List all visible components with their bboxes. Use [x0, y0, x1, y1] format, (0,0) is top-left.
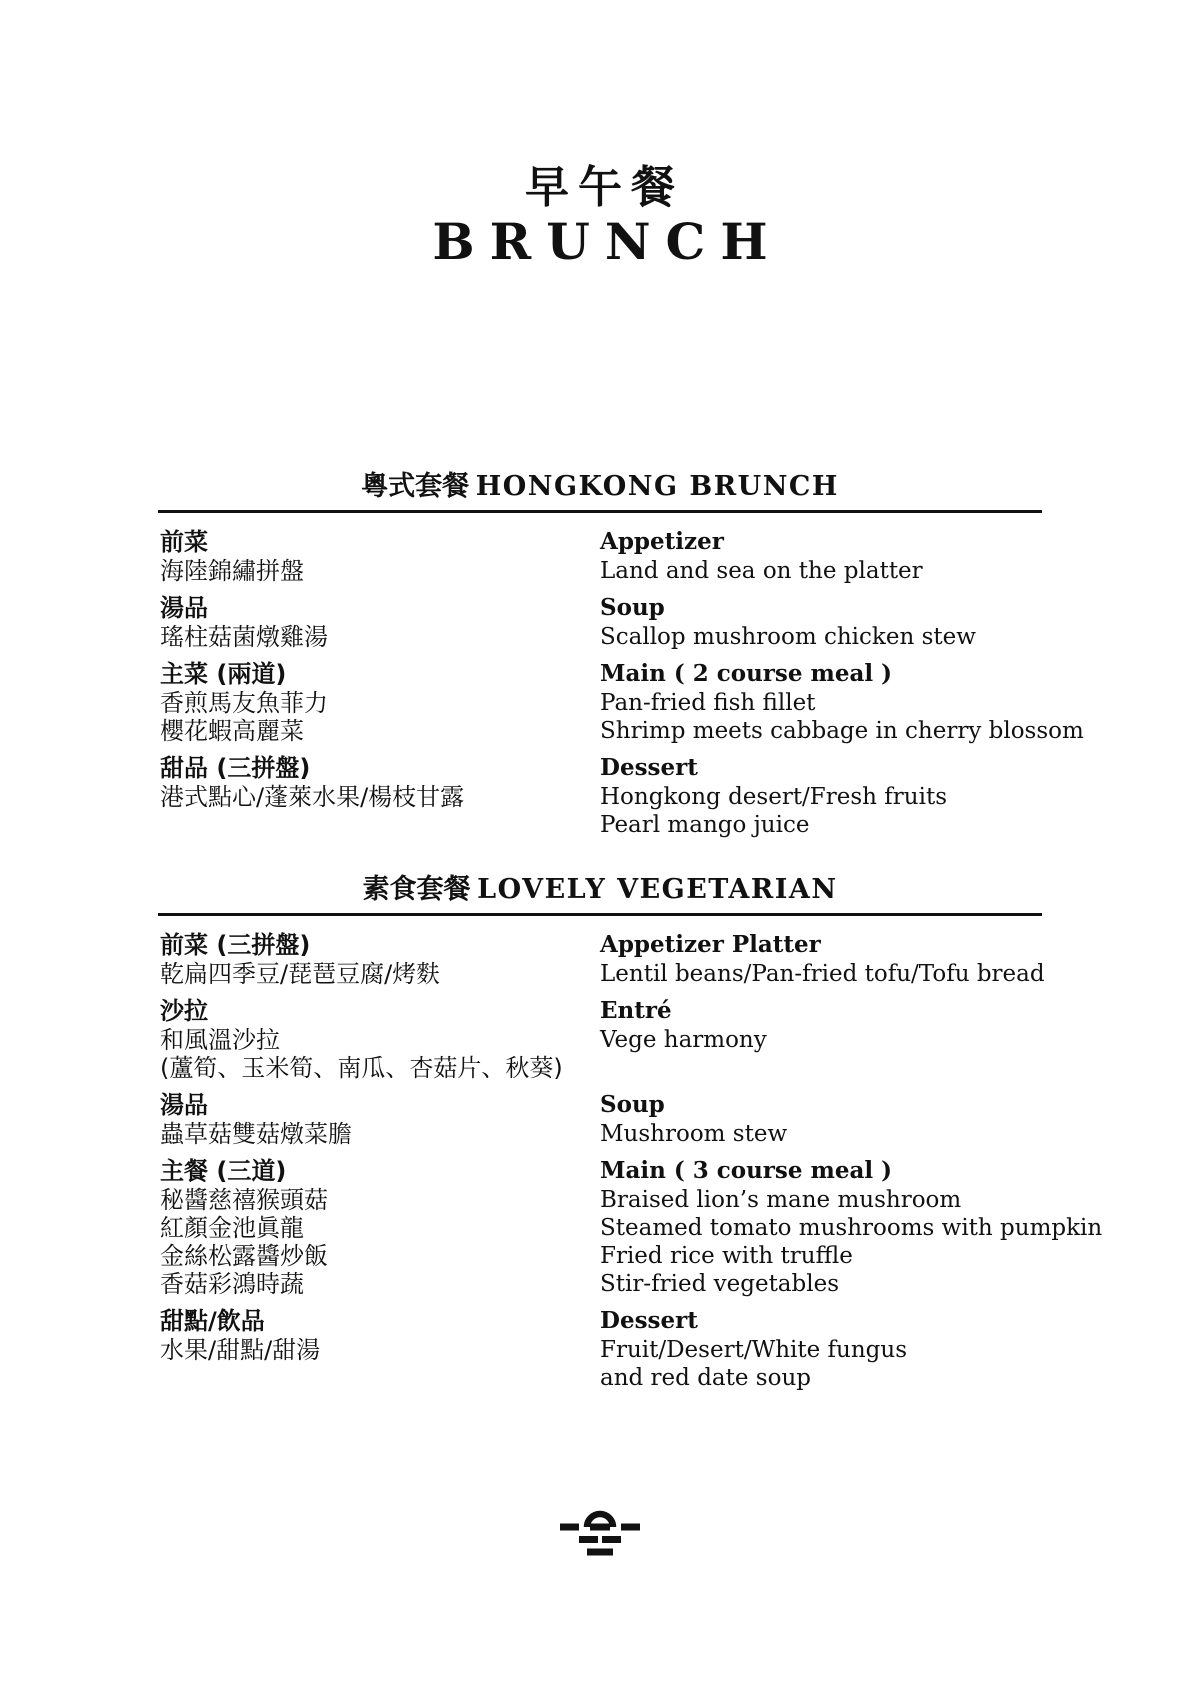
menu-title-en: BRUNCH: [432, 212, 783, 271]
course-label-en: Dessert: [600, 1307, 698, 1334]
course-en: [600, 527, 1044, 585]
course-label-zh: 主餐 (三道): [160, 1157, 287, 1185]
course-label-en: Entré: [600, 997, 672, 1024]
menu-row-main: [160, 1156, 1103, 1298]
section-hongkong-brunch: [158, 470, 1084, 839]
course-zh: [160, 996, 600, 1082]
course-en: [600, 593, 1044, 651]
dish-zh: 秘醬慈禧猴頭菇: [160, 1186, 328, 1214]
course-label-zh: 沙拉: [160, 997, 208, 1025]
course-label-zh: 前菜: [160, 528, 208, 556]
dish-en: Fried rice with truffle: [600, 1243, 853, 1269]
dish-en: Lentil beans/Pan-fried tofu/Tofu bread: [600, 961, 1045, 987]
menu-row-appetizer-platter: [160, 930, 1045, 988]
sunrise-logo-icon: [560, 1505, 640, 1559]
course-label-en: Appetizer Platter: [600, 931, 821, 958]
dish-en: Pan-fried fish fillet: [600, 690, 816, 716]
course-label-zh: 甜品 (三拼盤): [160, 754, 311, 782]
dish-en: Mushroom stew: [600, 1121, 788, 1147]
menu-row-soup: [160, 1090, 1042, 1148]
course-label-zh: 主菜 (兩道): [160, 660, 287, 688]
course-label-en: Dessert: [600, 754, 698, 781]
dish-en: and red date soup: [600, 1365, 811, 1391]
course-label-en: Main ( 2 course meal ): [600, 660, 893, 687]
course-label-en: Main ( 3 course meal ): [600, 1157, 893, 1184]
dish-en: Scallop mushroom chicken stew: [600, 624, 976, 650]
dish-en: Shrimp meets cabbage in cherry blossom: [600, 718, 1084, 744]
dish-zh: 和風溫沙拉: [160, 1026, 280, 1054]
dish-zh: 香煎馬友魚菲力: [160, 689, 328, 717]
course-zh: [160, 1156, 600, 1298]
course-en: [600, 996, 1044, 1082]
course-label-zh: 甜點/飲品: [160, 1307, 265, 1335]
course-label-zh: 前菜 (三拼盤): [160, 931, 311, 959]
section-heading-zh: 素食套餐: [362, 874, 471, 905]
course-en: [600, 1090, 1044, 1148]
dish-zh: 香菇彩鴻時蔬: [160, 1270, 304, 1298]
menu-footer: [0, 1505, 1200, 1564]
dish-en: Land and sea on the platter: [600, 558, 923, 584]
menu-row-dessert: [160, 1306, 1042, 1392]
dish-zh: 乾扁四季豆/琵琶豆腐/烤麩: [160, 960, 441, 988]
course-label-en: Appetizer: [600, 528, 724, 555]
menu-title-zh: 早午餐: [525, 162, 684, 213]
section-heading-en: LOVELY VEGETARIAN: [477, 874, 838, 905]
section-heading-zh: 粵式套餐: [361, 471, 470, 502]
section-content: [158, 930, 1103, 1392]
dish-zh: 紅顏金池眞龍: [160, 1214, 304, 1242]
dish-en: Braised lion’s mane mushroom: [600, 1187, 962, 1213]
menu-body: [158, 470, 1103, 1392]
menu-title: [0, 0, 1200, 271]
menu-row-soup: [160, 593, 1042, 651]
menu-row-dessert: [160, 753, 1042, 839]
menu-row-appetizer: [160, 527, 1042, 585]
course-zh: [160, 659, 600, 745]
course-en: [600, 930, 1044, 988]
course-label-en: Soup: [600, 1091, 665, 1118]
menu-row-salad: [160, 996, 1042, 1082]
dish-zh: 櫻花蝦高麗菜: [160, 717, 304, 745]
section-content: [158, 527, 1084, 839]
section-heading-en: HONGKONG BRUNCH: [475, 471, 839, 502]
course-en: [600, 1306, 1044, 1392]
dish-en: Vege harmony: [600, 1027, 767, 1053]
section-heading: [158, 873, 1042, 916]
dish-zh: 蟲草菇雙菇燉菜膽: [160, 1120, 352, 1148]
dish-zh: 瑤柱菇菌燉雞湯: [160, 623, 328, 651]
dish-zh-note: (蘆筍、玉米筍、南瓜、杏菇片、秋葵): [160, 1054, 563, 1082]
course-zh: [160, 527, 600, 585]
dish-en: Hongkong desert/Fresh fruits: [600, 784, 948, 810]
course-en: [600, 753, 1044, 839]
menu-row-main: [160, 659, 1084, 745]
dish-en: Stir-fried vegetables: [600, 1271, 840, 1297]
course-en: [600, 659, 1084, 745]
section-lovely-vegetarian: [158, 873, 1103, 1392]
course-zh: [160, 753, 600, 839]
course-zh: [160, 593, 600, 651]
dish-zh: 海陸錦繡拼盤: [160, 557, 304, 585]
dish-en: Fruit/Desert/White fungus: [600, 1337, 908, 1363]
course-label-en: Soup: [600, 594, 665, 621]
dish-en: Steamed tomato mushrooms with pumpkin: [600, 1215, 1103, 1241]
dish-zh: 水果/甜點/甜湯: [160, 1336, 321, 1364]
course-zh: [160, 1306, 600, 1392]
course-en: [600, 1156, 1103, 1298]
dish-zh: 金絲松露醬炒飯: [160, 1242, 328, 1270]
course-label-zh: 湯品: [160, 594, 208, 622]
course-zh: [160, 930, 600, 988]
course-zh: [160, 1090, 600, 1148]
section-heading: [158, 470, 1042, 513]
dish-en: Pearl mango juice: [600, 812, 810, 838]
dish-zh: 港式點心/蓬萊水果/楊枝甘露: [160, 783, 465, 811]
course-label-zh: 湯品: [160, 1091, 208, 1119]
